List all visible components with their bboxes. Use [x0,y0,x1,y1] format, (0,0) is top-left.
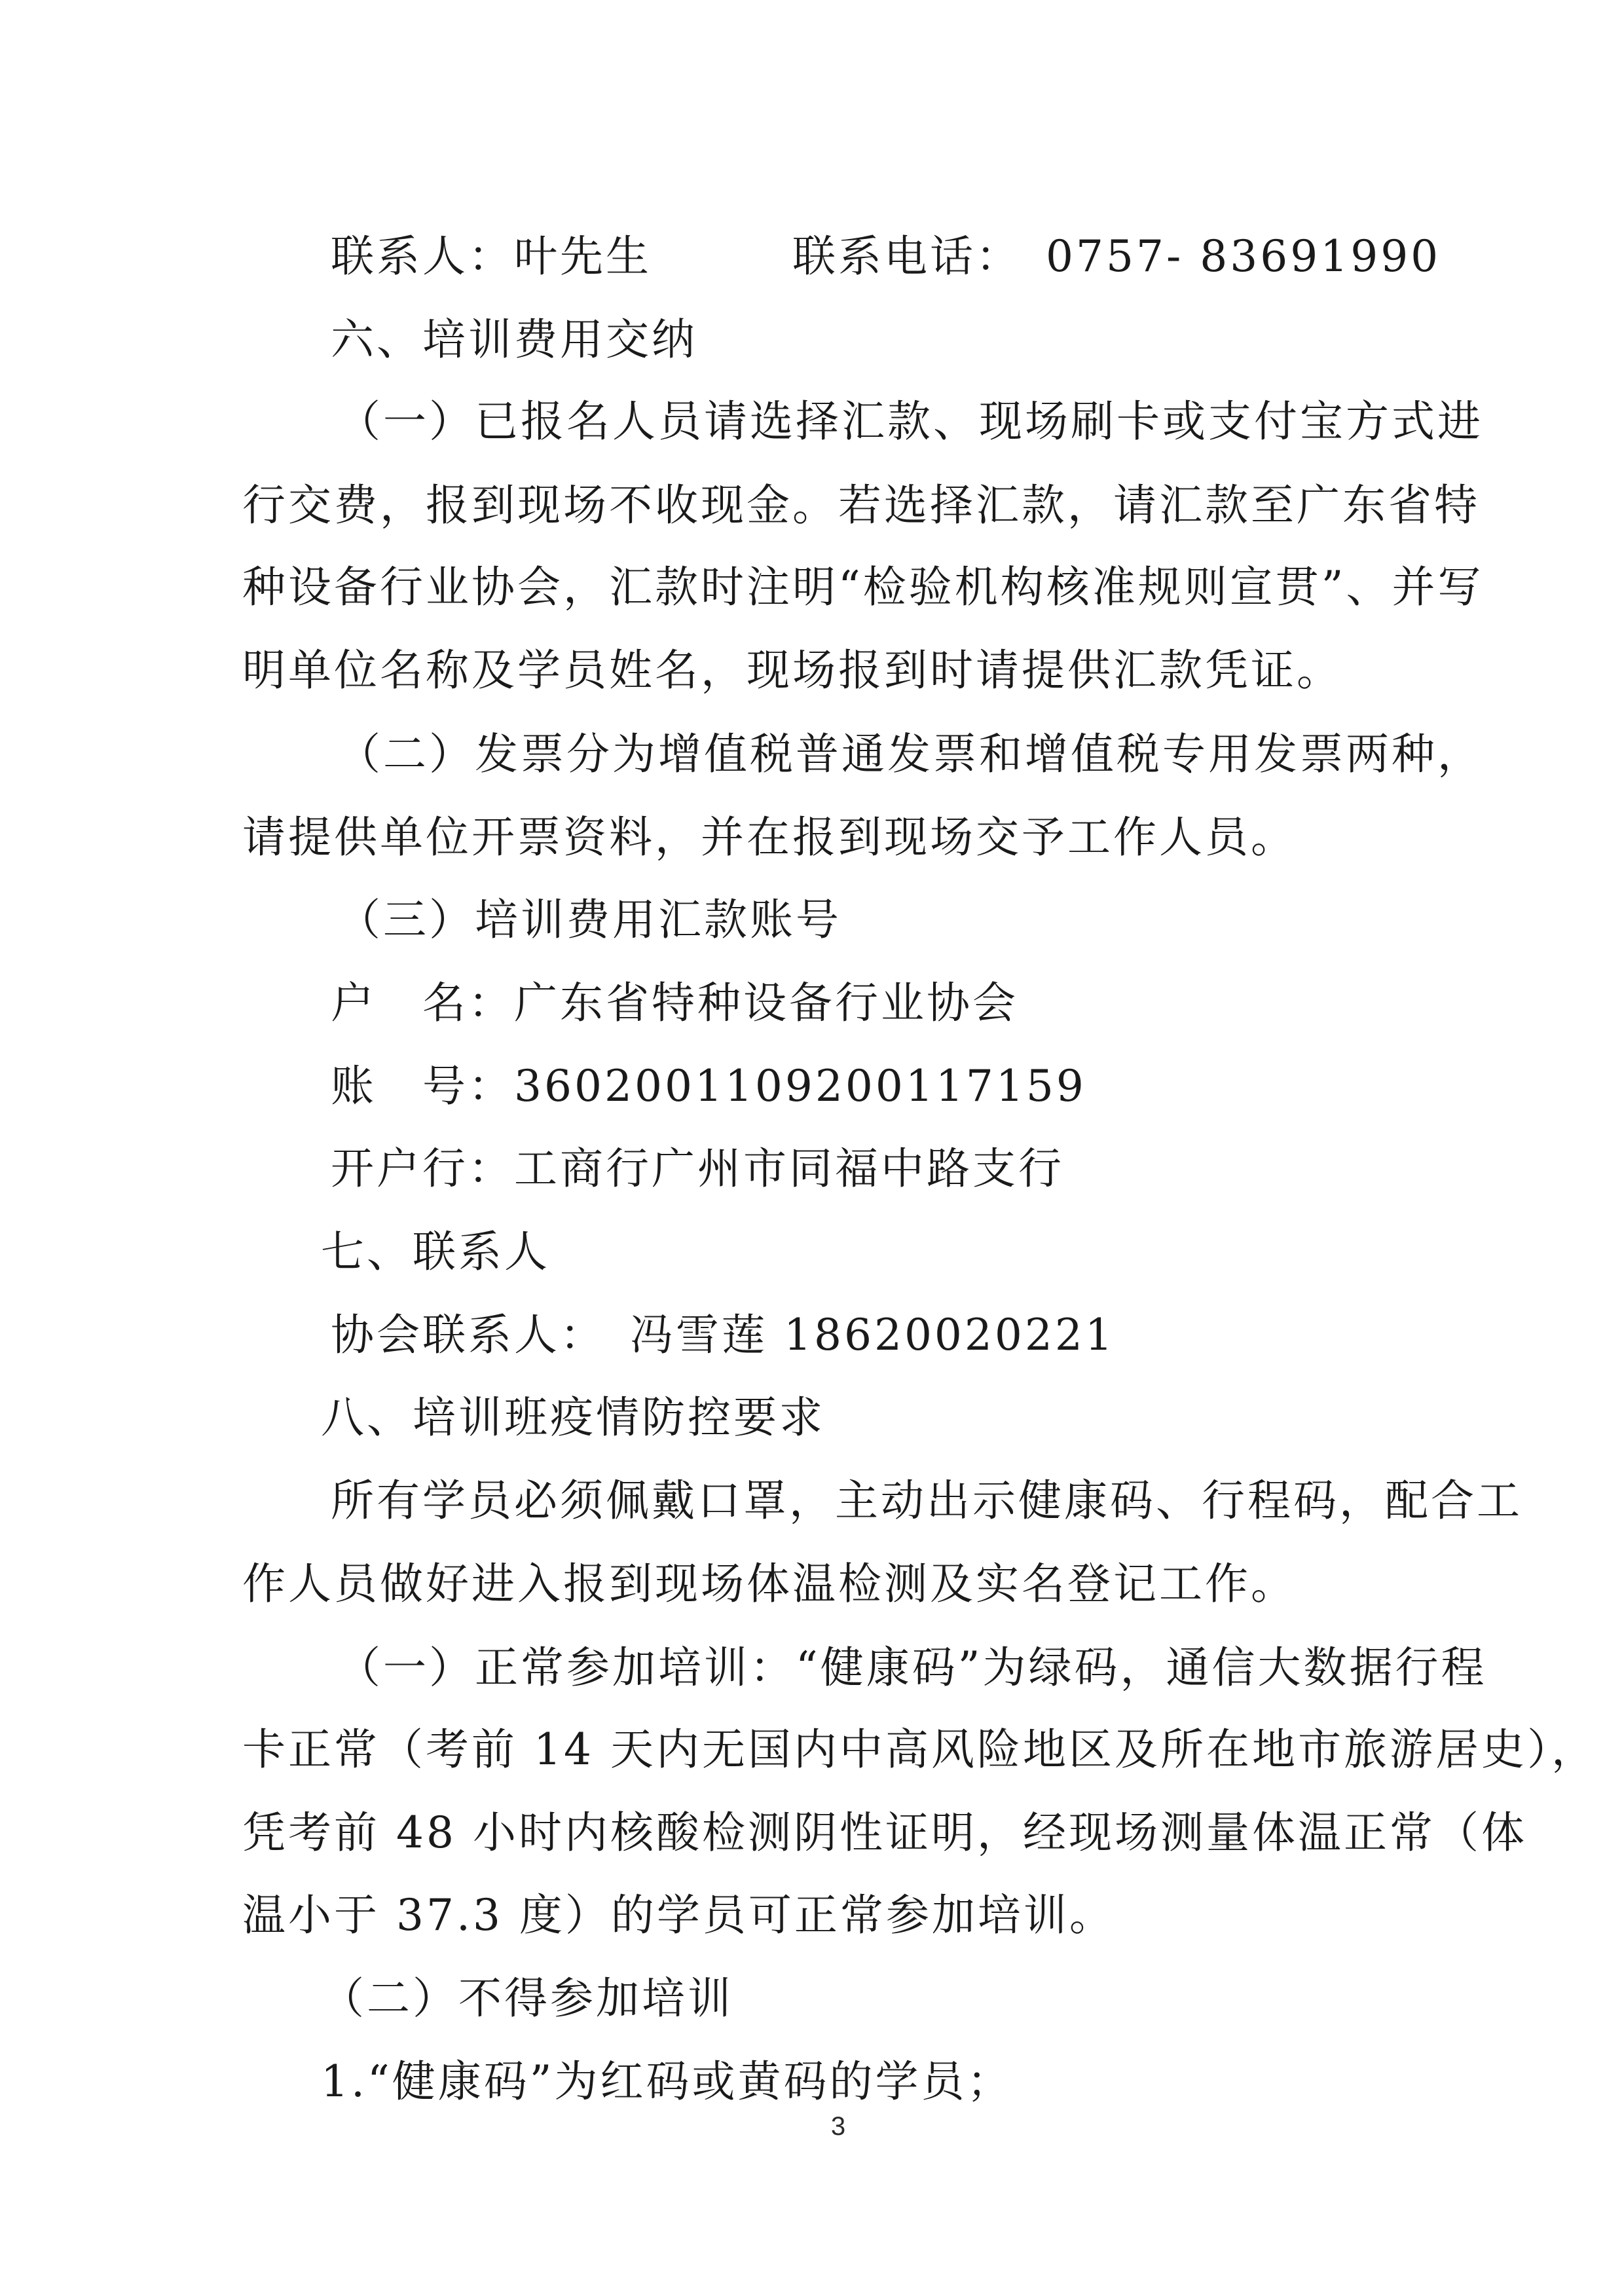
list-item: 1.“健康码”为红码或黄码的学员； [321,2056,1013,2107]
section-heading-6: 六、培训费用交纳 [331,314,697,365]
association-contact: 协会联系人： 冯雪莲 18620020221 [331,1310,1115,1360]
paragraph-line: （一）已报名人员请选择汇款、现场刷卡或支付宝方式进 [337,396,1483,447]
page-number: 3 [830,2112,846,2141]
section-heading-8: 八、培训班疫情防控要求 [321,1392,825,1443]
paragraph-line: （一）正常参加培训：“健康码”为绿码，通信大数据行程 [337,1642,1487,1693]
paragraph-line: 所有学员必须佩戴口罩，主动出示健康码、行程码，配合工 [331,1475,1522,1526]
subsection-heading: （二）不得参加培训 [321,1973,733,2024]
paragraph-line: 明单位名称及学员姓名，现场报到时请提供汇款凭证。 [242,645,1342,695]
paragraph-line: 卡正常（考前 14 天内无国内中高风险地区及所在地市旅游居史）， [242,1724,1597,1775]
paragraph-line: 请提供单位开票资料，并在报到现场交予工作人员。 [242,812,1297,862]
paragraph-line: （二）发票分为增值税普通发票和增值税专用发票两种， [337,729,1483,779]
paragraph-line: 温小于 37.3 度）的学员可正常参加培训。 [242,1890,1115,1940]
paragraph-line: 种设备行业协会，汇款时注明“检验机构核准规则宣贯”、并写 [242,562,1484,612]
account-bank: 开户行：工商行广州市同福中路支行 [331,1143,1064,1194]
account-number: 账 号：3602001109200117159 [331,1061,1086,1111]
section-heading-7: 七、联系人 [321,1227,550,1277]
subsection-heading: （三）培训费用汇款账号 [337,895,841,945]
paragraph-line: 作人员做好进入报到现场体温检测及实名登记工作。 [242,1559,1297,1609]
contact-phone: 联系电话： 0757- 83691990 [792,231,1441,282]
paragraph-line: 凭考前 48 小时内核酸检测阴性证明，经现场测量体温正常（体 [242,1807,1527,1858]
account-name: 户 名：广东省特种设备行业协会 [331,978,1018,1028]
contact-name: 联系人：叶先生 [331,231,652,282]
paragraph-line: 行交费，报到现场不收现金。若选择汇款，请汇款至广东省特 [242,480,1480,530]
